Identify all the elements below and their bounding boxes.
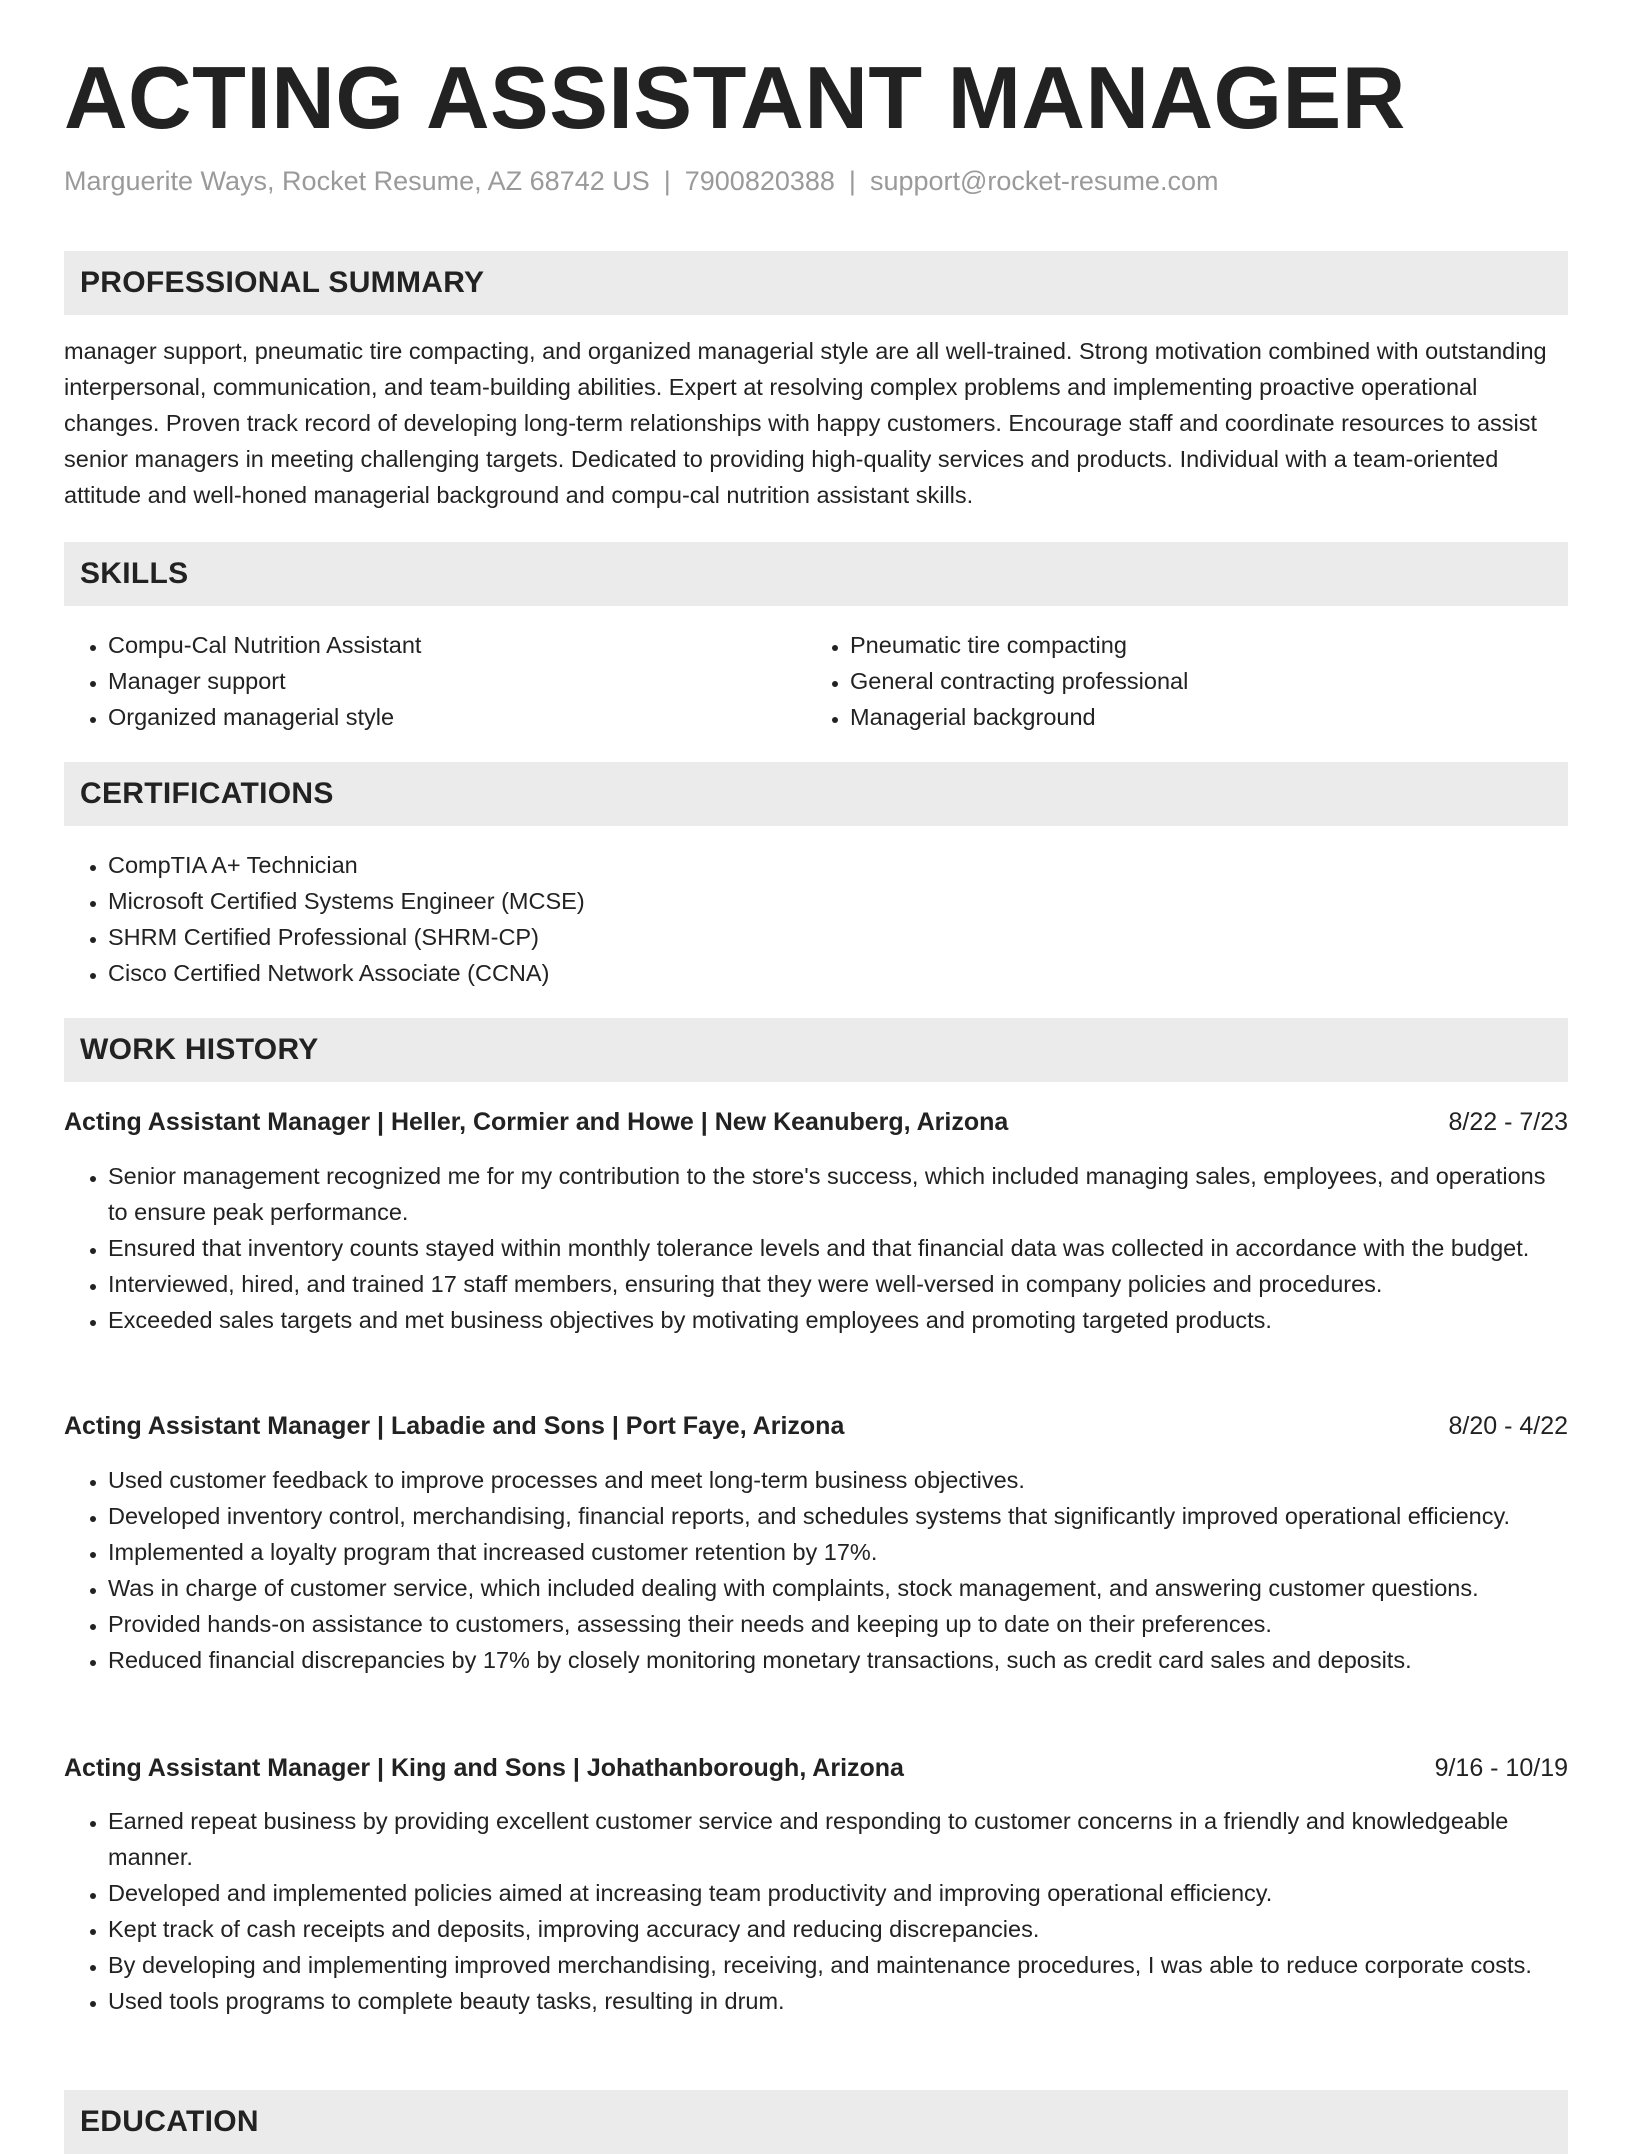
job-bullet: • Senior management recognized me for my contribution to the store's success, which included managing sales, employees, and operations to ensure peak performance. (108, 1158, 1568, 1230)
resume-title: ACTING ASSISTANT MANAGER (64, 48, 1406, 147)
job-dates: 8/22 - 7/23 (1448, 1108, 1568, 1136)
job-bullet: • Used customer feedback to improve processes and meet long-term business objectives. (108, 1462, 1568, 1498)
job-bullet: • Kept track of cash receipts and deposits, improving accuracy and reducing discrepancies. (108, 1911, 1568, 1947)
job-bullet-list (64, 1462, 1568, 1678)
job-bullet: • Earned repeat business by providing excellent customer service and responding to customer concerns in a friendly and knowledgeable manner. (108, 1803, 1568, 1875)
contact-address: Marguerite Ways, Rocket Resume, AZ 68742 US (64, 166, 650, 196)
job-bullet: • Developed inventory control, merchandising, financial reports, and schedules systems that significantly improved operational efficiency. (108, 1498, 1568, 1534)
job-dates: 8/20 - 4/22 (1448, 1412, 1568, 1440)
contact-separator: | (848, 166, 856, 196)
skills-section-title: SKILLS (80, 557, 189, 590)
job-heading (64, 1748, 1568, 1788)
job-heading (64, 1102, 1568, 1142)
work-section-header (64, 1018, 1568, 1082)
skill-item: • Managerial background (850, 699, 1546, 735)
skill-item: • General contracting professional (850, 663, 1546, 699)
job-bullet: • Reduced financial discrepancies by 17% by closely monitoring monetary transactions, such as credit card sales and deposits. (108, 1642, 1568, 1678)
job-title-line: Acting Assistant Manager | Heller, Cormier and Howe | New Keanuberg, Arizona (64, 1108, 1009, 1136)
skill-item: • Organized managerial style (108, 699, 804, 735)
certification-item: • Cisco Certified Network Associate (CCNA) (108, 955, 1568, 991)
education-section-title: EDUCATION (80, 2105, 259, 2138)
certification-item: • Microsoft Certified Systems Engineer (MCSE) (108, 883, 1568, 919)
job-bullet: • Developed and implemented policies aimed at increasing team productivity and improving operational efficiency. (108, 1875, 1568, 1911)
certifications-section-header (64, 762, 1568, 826)
job-bullet: • Implemented a loyalty program that increased customer retention by 17%. (108, 1534, 1568, 1570)
contact-email: support@rocket-resume.com (869, 166, 1219, 196)
job-dates: 9/16 - 10/19 (1434, 1754, 1568, 1782)
job-title-line: Acting Assistant Manager | King and Sons | Johathanborough, Arizona (64, 1754, 904, 1782)
job-heading (64, 1406, 1568, 1446)
certification-item: • CompTIA A+ Technician (108, 847, 1568, 883)
job-title-line: Acting Assistant Manager | Labadie and Sons | Port Faye, Arizona (64, 1412, 845, 1440)
job-bullet: • Ensured that inventory counts stayed within monthly tolerance levels and that financial data was collected in accordance with the budget. (108, 1230, 1568, 1266)
job-bullet: • Exceeded sales targets and met business objectives by motivating employees and promoting targeted products. (108, 1302, 1568, 1338)
job-bullet: • By developing and implementing improved merchandising, receiving, and maintenance procedures, I was able to reduce corporate costs. (108, 1947, 1568, 1983)
job-bullet: • Provided hands-on assistance to customers, assessing their needs and keeping up to date on their preferences. (108, 1606, 1568, 1642)
summary-section-header (64, 251, 1568, 315)
skill-item: • Pneumatic tire compacting (850, 627, 1546, 663)
job-bullet-list (64, 1158, 1568, 1338)
work-section-title: WORK HISTORY (80, 1033, 319, 1066)
skill-item: • Manager support (108, 663, 804, 699)
certification-item: • SHRM Certified Professional (SHRM-CP) (108, 919, 1568, 955)
skills-left-column (64, 627, 804, 735)
skills-right-column (806, 627, 1546, 735)
job-bullet: • Was in charge of customer service, which included dealing with complaints, stock management, and answering customer questions. (108, 1570, 1568, 1606)
summary-section-title: PROFESSIONAL SUMMARY (80, 266, 485, 299)
education-section-header (64, 2090, 1568, 2154)
contact-line (64, 166, 1218, 197)
skills-section-header (64, 542, 1568, 606)
job-bullet: • Interviewed, hired, and trained 17 staff members, ensuring that they were well-versed in company policies and procedures. (108, 1266, 1568, 1302)
skill-item: • Compu-Cal Nutrition Assistant (108, 627, 804, 663)
contact-phone: 7900820388 (684, 166, 835, 196)
contact-separator: | (663, 166, 671, 196)
job-bullet-list (64, 1803, 1568, 2019)
summary-text: manager support, pneumatic tire compacting, and organized managerial style are all well-trained. Strong motivation combined with outstanding interpersonal, communication, and team-building abilities. Expert at resolving complex problems and implementing proactive operational changes. Proven track record of developing long-term relationships with happy customers. Encourage staff and coordinate resources to assist senior managers in meeting challenging targets. Dedicated to providing high-quality services and products. Individual with a team-oriented attitude and well-honed managerial background and compu-cal nutrition assistant skills. (64, 338, 1547, 508)
certifications-list (64, 847, 1568, 991)
certifications-section-title: CERTIFICATIONS (80, 777, 334, 810)
job-bullet: • Used tools programs to complete beauty tasks, resulting in drum. (108, 1983, 1568, 2019)
